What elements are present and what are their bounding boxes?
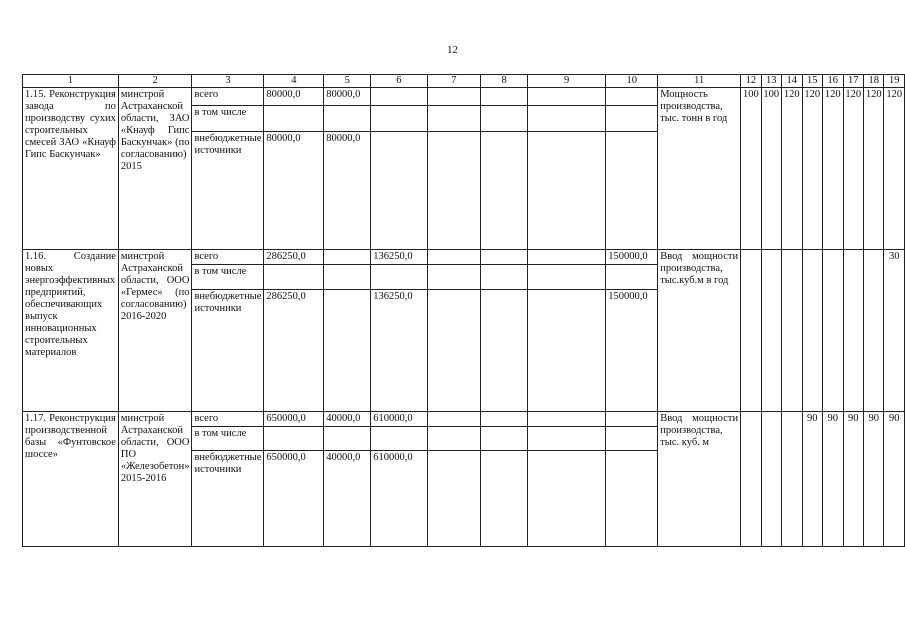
amount-col-9 — [527, 265, 605, 290]
column-header-1: 1 — [23, 75, 119, 88]
executor-cell: минстрой Астраханской области, ООО «Гермес» (по согласованию) 2016-2020 — [118, 250, 192, 412]
indicator-value — [802, 250, 822, 412]
column-header-5: 5 — [324, 75, 371, 88]
amount-year-2015 — [324, 250, 371, 265]
column-header-18: 18 — [863, 75, 883, 88]
indicator-value: 120 — [843, 88, 863, 250]
indicator-value: 100 — [761, 88, 781, 250]
funding-source-label: всего — [192, 250, 264, 265]
amount-year-2016 — [371, 427, 427, 451]
indicator-value — [782, 412, 802, 547]
amount-total: 650000,0 — [264, 412, 324, 427]
amount-col-10 — [606, 427, 658, 451]
amount-year-2016 — [371, 132, 427, 250]
amount-col-10 — [606, 132, 658, 250]
funding-source-label: внебюджетные источники — [192, 132, 264, 250]
funding-source-label: в том числе — [192, 427, 264, 451]
amount-col-8 — [481, 427, 528, 451]
amount-year-2016: 136250,0 — [371, 290, 427, 412]
amount-year-2015: 40000,0 — [324, 412, 371, 427]
column-header-15: 15 — [802, 75, 822, 88]
indicator-value — [782, 250, 802, 412]
amount-col-7 — [427, 412, 481, 427]
amount-col-10 — [606, 106, 658, 132]
program-table — [22, 74, 905, 547]
indicator-value: 120 — [782, 88, 802, 250]
amount-year-2015 — [324, 265, 371, 290]
amount-year-2015 — [324, 106, 371, 132]
amount-col-8 — [481, 451, 528, 547]
indicator-value: 90 — [884, 412, 905, 547]
column-header-7: 7 — [427, 75, 481, 88]
amount-col-9 — [527, 106, 605, 132]
amount-col-7 — [427, 451, 481, 547]
amount-col-8 — [481, 132, 528, 250]
amount-col-7 — [427, 290, 481, 412]
column-header-2: 2 — [118, 75, 192, 88]
amount-col-10: 150000,0 — [606, 250, 658, 265]
column-header-4: 4 — [264, 75, 324, 88]
table-row — [23, 412, 905, 427]
indicator-value — [761, 250, 781, 412]
indicator-cell: Мощность производства, тыс. тонн в год — [658, 88, 741, 250]
amount-total — [264, 265, 324, 290]
indicator-value: 100 — [741, 88, 761, 250]
indicator-value — [761, 412, 781, 547]
amount-col-8 — [481, 265, 528, 290]
column-header-8: 8 — [481, 75, 528, 88]
amount-col-10 — [606, 451, 658, 547]
amount-col-7 — [427, 132, 481, 250]
amount-year-2016: 610000,0 — [371, 451, 427, 547]
indicator-cell: Ввод мощности производства, тыс. куб. м — [658, 412, 741, 547]
amount-col-8 — [481, 88, 528, 106]
indicator-value — [741, 412, 761, 547]
amount-total: 80000,0 — [264, 132, 324, 250]
amount-year-2015 — [324, 290, 371, 412]
column-header-17: 17 — [843, 75, 863, 88]
amount-col-9 — [527, 412, 605, 427]
amount-year-2016: 610000,0 — [371, 412, 427, 427]
amount-col-10 — [606, 265, 658, 290]
funding-source-label: всего — [192, 88, 264, 106]
indicator-value: 90 — [802, 412, 822, 547]
amount-col-8 — [481, 250, 528, 265]
amount-year-2015: 80000,0 — [324, 132, 371, 250]
amount-year-2016 — [371, 265, 427, 290]
amount-total: 286250,0 — [264, 250, 324, 265]
amount-total — [264, 106, 324, 132]
indicator-value: 90 — [843, 412, 863, 547]
amount-col-7 — [427, 106, 481, 132]
amount-col-7 — [427, 427, 481, 451]
funding-source-label: в том числе — [192, 106, 264, 132]
amount-total: 286250,0 — [264, 290, 324, 412]
funding-source-label: внебюджетные источники — [192, 290, 264, 412]
table-row — [23, 250, 905, 265]
amount-col-9 — [527, 132, 605, 250]
amount-col-7 — [427, 265, 481, 290]
amount-col-9 — [527, 250, 605, 265]
indicator-value: 30 — [884, 250, 905, 412]
amount-total — [264, 427, 324, 451]
column-header-3: 3 — [192, 75, 264, 88]
column-header-13: 13 — [761, 75, 781, 88]
amount-col-7 — [427, 250, 481, 265]
amount-col-8 — [481, 290, 528, 412]
indicator-value: 90 — [823, 412, 843, 547]
amount-total: 80000,0 — [264, 88, 324, 106]
indicator-value — [741, 250, 761, 412]
indicator-value: 120 — [802, 88, 822, 250]
indicator-value: 120 — [884, 88, 905, 250]
amount-col-10: 150000,0 — [606, 290, 658, 412]
column-header-12: 12 — [741, 75, 761, 88]
header-row — [23, 75, 905, 88]
indicator-value — [863, 250, 883, 412]
amount-year-2015: 40000,0 — [324, 451, 371, 547]
page-number: 12 — [447, 44, 458, 56]
executor-cell: минстрой Астраханской области, ООО ПО «Железобетон» 2015-2016 — [118, 412, 192, 547]
amount-col-9 — [527, 88, 605, 106]
column-header-19: 19 — [884, 75, 905, 88]
amount-total: 650000,0 — [264, 451, 324, 547]
column-header-6: 6 — [371, 75, 427, 88]
column-header-11: 11 — [658, 75, 741, 88]
amount-year-2016: 136250,0 — [371, 250, 427, 265]
amount-col-7 — [427, 88, 481, 106]
indicator-value: 90 — [863, 412, 883, 547]
amount-year-2016 — [371, 106, 427, 132]
column-header-14: 14 — [782, 75, 802, 88]
amount-col-9 — [527, 427, 605, 451]
measure-name: 1.15. Реконструкция завода по производству сухих строительных смесей ЗАО «Кнауф Гипс Баскунчак» — [23, 88, 119, 250]
executor-cell: минстрой Астраханской области, ЗАО «Кнауф Гипс Баскунчак» (по согласованию) 2015 — [118, 88, 192, 250]
funding-source-label: в том числе — [192, 265, 264, 290]
funding-source-label: всего — [192, 412, 264, 427]
table-row — [23, 88, 905, 106]
amount-year-2015: 80000,0 — [324, 88, 371, 106]
column-header-9: 9 — [527, 75, 605, 88]
measure-name: 1.17. Реконструкция производственной базы «Фунтовское шоссе» — [23, 412, 119, 547]
column-header-10: 10 — [606, 75, 658, 88]
amount-col-8 — [481, 412, 528, 427]
column-header-16: 16 — [823, 75, 843, 88]
indicator-value: 120 — [863, 88, 883, 250]
indicator-cell: Ввод мощности производства, тыс.куб.м в год — [658, 250, 741, 412]
measure-name: 1.16. Создание новых энергоэффективных предприятий, обеспечивающих выпуск инновационных строительных материалов — [23, 250, 119, 412]
amount-col-9 — [527, 451, 605, 547]
amount-col-10 — [606, 88, 658, 106]
amount-year-2015 — [324, 427, 371, 451]
indicator-value — [843, 250, 863, 412]
amount-col-8 — [481, 106, 528, 132]
indicator-value — [823, 250, 843, 412]
amount-year-2016 — [371, 88, 427, 106]
funding-source-label: внебюджетные источники — [192, 451, 264, 547]
amount-col-10 — [606, 412, 658, 427]
indicator-value: 120 — [823, 88, 843, 250]
amount-col-9 — [527, 290, 605, 412]
